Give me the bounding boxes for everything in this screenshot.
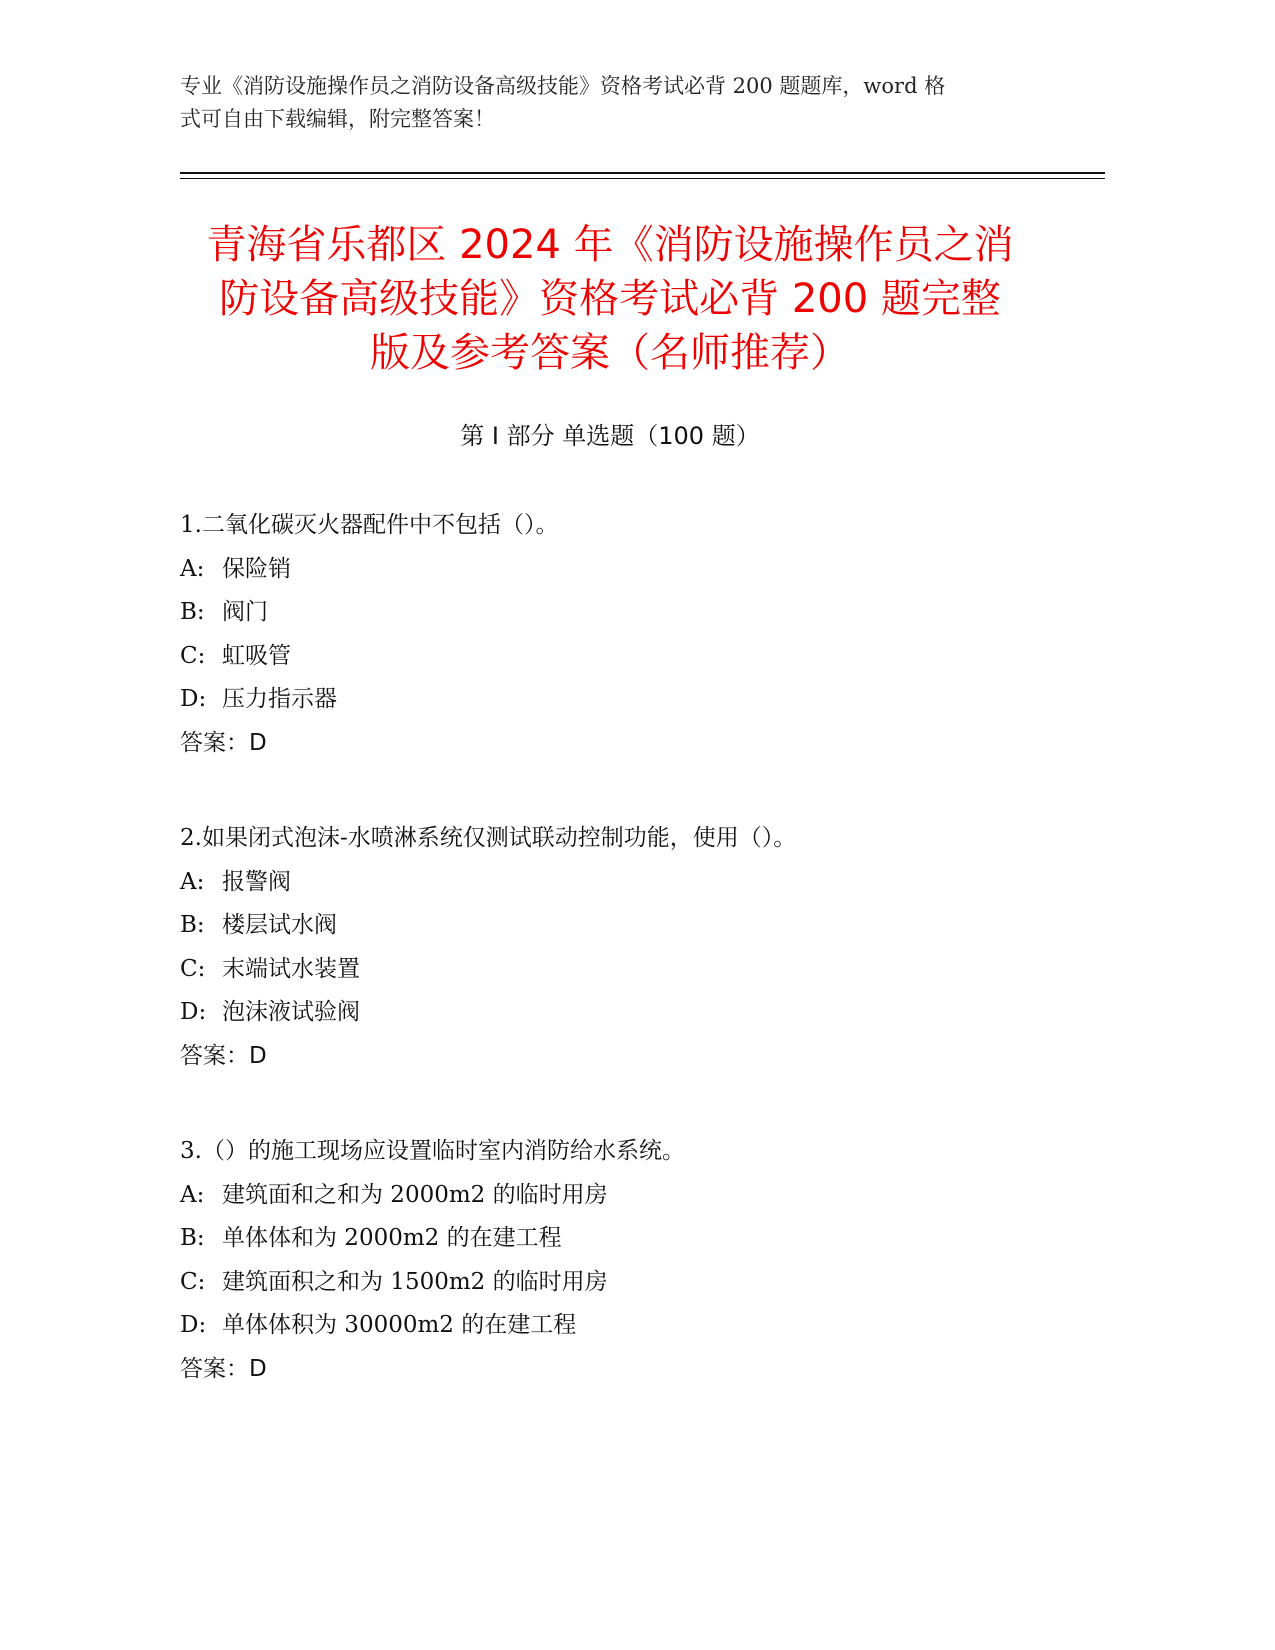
option-text: 泡沫液试验阀: [222, 999, 360, 1025]
document-title: [170, 218, 1050, 380]
option-text: 报警阀: [222, 868, 291, 895]
question-stem: 2.如果闭式泡沫-水喷淋系统仅测试联动控制功能，使用（）。: [180, 825, 797, 851]
option-text: 楼层试水阀: [222, 912, 337, 938]
option-label: D:: [180, 686, 207, 712]
option-text: 虹吸管: [222, 642, 291, 669]
option-a: [180, 548, 1080, 592]
option-text: 单体体和为 2000m2 的在建工程: [222, 1225, 562, 1251]
option-d: [180, 991, 1080, 1035]
option-label: B:: [180, 599, 205, 625]
option-text: 阀门: [222, 599, 268, 625]
option-b: [180, 1217, 1080, 1261]
option-label: C:: [180, 955, 206, 982]
answer-line: 答案：D: [180, 729, 267, 756]
option-text: 建筑面积之和为 1500m2 的临时用房: [222, 1268, 608, 1295]
answer-line: 答案：D: [180, 1042, 267, 1069]
header-divider-thin: [180, 178, 1105, 179]
option-b: [180, 591, 1080, 635]
option-text: 单体体积为 30000m2 的在建工程: [222, 1312, 577, 1338]
option-c: [180, 635, 1080, 679]
option-label: A:: [180, 555, 205, 582]
question-2: [180, 817, 1080, 1078]
option-a: [180, 1174, 1080, 1218]
option-b: [180, 904, 1080, 948]
section-title: 第 I 部分 单选题（100 题）: [460, 422, 760, 450]
option-label: A:: [180, 868, 205, 895]
option-label: A:: [180, 1181, 205, 1208]
header-note-line-2: 式可自由下载编辑，附完整答案！: [180, 107, 495, 131]
option-d: [180, 678, 1080, 722]
header-divider-thick: [180, 172, 1105, 174]
option-text: 建筑面和之和为 2000m2 的临时用房: [222, 1181, 608, 1208]
option-c: [180, 948, 1080, 992]
option-label: D:: [180, 999, 207, 1025]
option-label: C:: [180, 642, 206, 669]
document-title-line-2: 防设备高级技能》资格考试必背 200 题完整: [219, 276, 1001, 322]
answer-line: 答案：D: [180, 1355, 267, 1382]
document-title-line-3: 版及参考答案（名师推荐）: [370, 330, 850, 376]
document-title-line-1: 青海省乐都区 2024 年《消防设施操作员之消: [206, 222, 1014, 268]
header-note-line-1: 专业《消防设施操作员之消防设备高级技能》资格考试必背 200 题题库，word 格: [180, 74, 946, 98]
question-stem: 3.（）的施工现场应设置临时室内消防给水系统。: [180, 1138, 685, 1164]
question-3: [180, 1130, 1080, 1391]
option-label: D:: [180, 1312, 207, 1338]
question-stem: 1.二氧化碳灭火器配件中不包括（）。: [180, 512, 559, 538]
option-text: 保险销: [222, 555, 291, 582]
option-text: 压力指示器: [222, 686, 337, 712]
option-c: [180, 1261, 1080, 1305]
option-a: [180, 861, 1080, 905]
header-note: [180, 70, 1040, 136]
option-text: 末端试水装置: [222, 955, 360, 982]
question-list: [180, 504, 1080, 1443]
option-label: B:: [180, 1225, 205, 1251]
option-label: C:: [180, 1268, 206, 1295]
question-1: [180, 504, 1080, 765]
option-label: B:: [180, 912, 205, 938]
option-d: [180, 1304, 1080, 1348]
